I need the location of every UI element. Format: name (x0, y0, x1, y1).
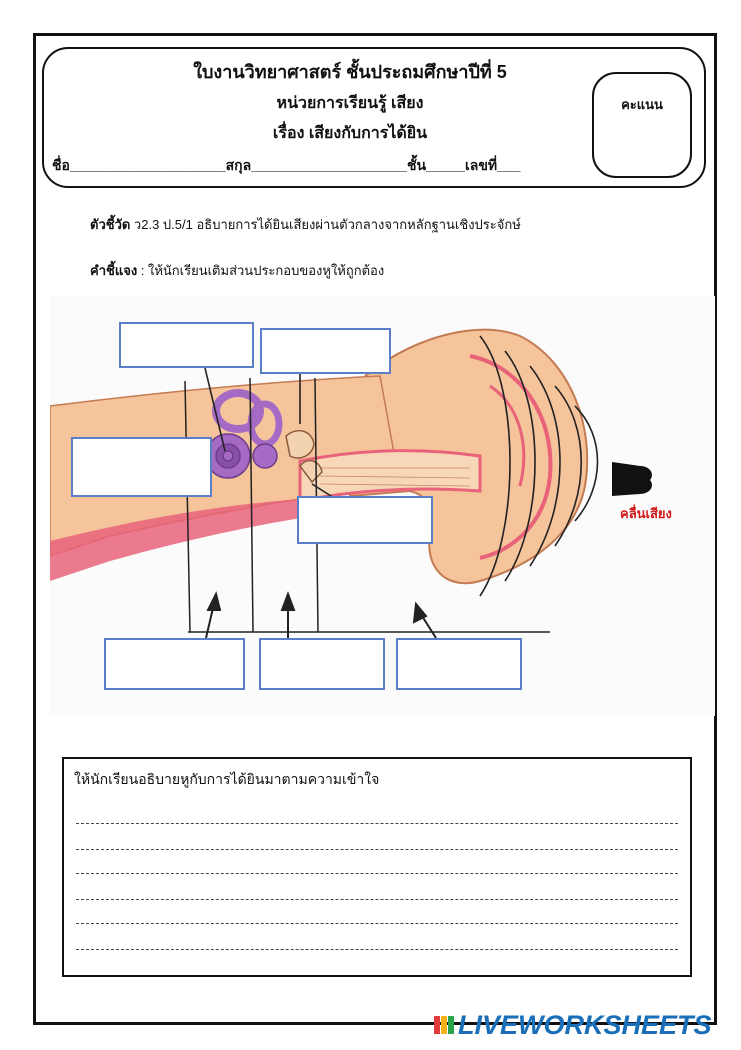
liveworksheets-logo-icon (434, 1014, 456, 1036)
answer-line[interactable] (76, 923, 678, 924)
score-label: คะแนน (621, 97, 663, 112)
indicator-label: ตัวชี้วัด (90, 217, 131, 232)
answer-line[interactable] (76, 849, 678, 850)
instruction-line (90, 260, 384, 281)
answer-line[interactable] (76, 873, 678, 874)
score-box (592, 72, 692, 178)
answer-box-bottom-inner[interactable] (104, 638, 245, 690)
student-info-row: ชื่อ____________________สกุล____________________ชั้น_____เลขที่___ (52, 157, 521, 173)
answer-box-left[interactable] (71, 437, 212, 497)
indicator-line (90, 214, 521, 235)
answer-box-bottom-middle[interactable] (259, 638, 385, 690)
answer-box-top-left[interactable] (119, 322, 254, 368)
unit-title: หน่วยการเรียนรู้ เสียง (276, 95, 424, 112)
instruction-text: : ให้นักเรียนเติมส่วนประกอบของหูให้ถูกต้อง (137, 263, 385, 278)
explanation-box[interactable] (62, 757, 692, 977)
explanation-prompt: ให้นักเรียนอธิบายหูกับการได้ยินมาตามความเข้าใจ (74, 771, 380, 787)
liveworksheets-brand: LIVEWORKSHEETS (458, 1010, 712, 1040)
answer-box-bottom-outer[interactable] (396, 638, 522, 690)
worksheet-title: ใบงานวิทยาศาสตร์ ชั้นประถมศึกษาปีที่ 5 (193, 62, 507, 82)
answer-line[interactable] (76, 949, 678, 950)
sound-wave-label: คลื่นเสียง (620, 506, 672, 521)
topic-title: เรื่อง เสียงกับการได้ยิน (272, 125, 428, 142)
answer-box-center[interactable] (297, 496, 433, 544)
answer-line[interactable] (76, 823, 678, 824)
indicator-text: ว2.3 ป.5/1 อธิบายการได้ยินเสียงผ่านตัวกลางจากหลักฐานเชิงประจักษ์ (130, 217, 521, 232)
answer-line[interactable] (76, 899, 678, 900)
answer-box-top-middle[interactable] (260, 328, 391, 374)
instruction-label: คำชี้แจง (90, 263, 138, 278)
